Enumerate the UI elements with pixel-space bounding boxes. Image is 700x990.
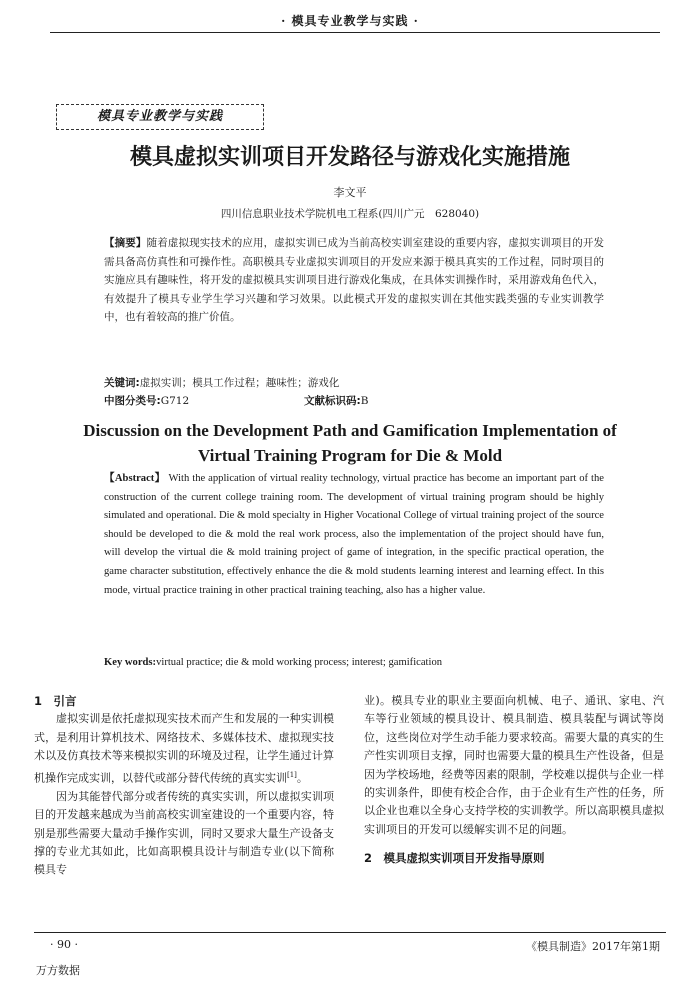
abstract-en-text: With the application of virtual reality technology, virtual practice has become an important part of the construction of the current college training room. The development of virtual training program should be highly simulated and operational. Die & mold specialty in Higher Vocational College of virtual training project of the source should be developed to die & mold the real work process, also the implementation of the project should have fun, will develop the virtual die & mold training project of game of integration, in the specific practical operation, the game character substitution, effectively enhance the die & mold students learning interest and learning effect. In this mode, virtual practice training in other practical training teaching, also has a higher value. <box>104 473 604 596</box>
page-number: · 90 · <box>50 938 78 951</box>
journal-footer: 《模具制造》2017年第1期 <box>526 940 660 953</box>
abstract-cn-text: 随着虚拟现实技术的应用，虚拟实训已成为当前高校实训室建设的重要内容，虚拟实训项目的开发需具备高仿真性和可操作性。高职模具专业虚拟实训项目的开发应来源于模具真实的工作过程，同时项目的实施应具有趣味性，将开发的虚拟模具实训项目进行游戏化集成，在具体实训操作时，采用游戏角色代入，有效提升了模具专业学生学习兴趣和学习效果。以此模式开发的虚拟实训在其他实践类强的专业实训教学中，也有着较高的推广价值。 <box>104 237 605 324</box>
section2-heading: 2 模具虚拟实训项目开发指导原则 <box>364 851 545 866</box>
section1-para2: 因为其能替代部分或者传统的真实实训，所以虚拟实训项目的开发越来越成为当前高校实训室建设的一个重要内容，特别是那些需要大量动手操作实训，同时又要求大量生产设备支撑的专业尤其如此，比如高职模具设计与制造专业(以下简称模具专 <box>34 789 334 877</box>
classification <box>104 392 604 410</box>
keywords-en-text: virtual practice; die & mold working process; interest; gamification <box>156 657 443 668</box>
doc-code-value: B <box>360 395 369 407</box>
keywords-cn-label: 关键词: <box>104 377 140 389</box>
top-rule <box>50 32 660 33</box>
doc-code <box>304 392 368 410</box>
body-column-right <box>364 692 664 868</box>
citation-ref: [1] <box>287 770 297 779</box>
keywords-cn-text: 虚拟实训；模具工作过程；趣味性；游戏化 <box>139 377 340 389</box>
keywords-en <box>104 654 604 672</box>
keywords-en-label: Key words: <box>104 657 157 668</box>
english-title: Discussion on the Development Path and Gamification Implementation of Virtual Training Program for Die & Mold <box>83 421 617 465</box>
clc-label: 中图分类号: <box>104 395 161 407</box>
abstract-cn <box>104 234 604 327</box>
bottom-rule <box>34 932 666 933</box>
watermark: 万方数据 <box>36 964 80 977</box>
section1-para1-text: 虚拟实训是依托虚拟现实技术而产生和发展的一种实训模式，是利用计算机技术、网络技术、多媒体技术、虚拟现实技术以及仿真技术等来模拟实训的环境及过程，让学生通过计算机操作完成实训，以替代或部分替代传统的真实实训 <box>34 712 334 785</box>
section1-para2-continued: 业)。模具专业的职业主要面向机械、电子、通讯、家电、汽车等行业领域的模具设计、模具制造、模具装配与调试等岗位，这些岗位对学生动手能力要求较高。需要大量的真实的生产性实训项目支撑，同时也需要大量的模具生产性设备，但是因为学校场地，经费等因素的限制，学校难以提供与企业一样的实训条件，即使有校企合作，由于企业有生产性的任务，所以企业也难以全身心支持学校的实训教学。所以高职模具虚拟实训项目的开发可以缓解实训不足的问题。 <box>364 694 664 836</box>
author: 李文平 <box>333 186 367 199</box>
abstract-cn-label: 【摘要】 <box>104 237 147 249</box>
body-column-left <box>34 692 334 880</box>
section-label: 模具专业教学与实践 <box>56 104 264 130</box>
section1-para1 <box>34 710 334 787</box>
clc-value: G712 <box>160 395 190 407</box>
section1-heading: 1 引言 <box>34 694 77 708</box>
section1-para1-end: 。 <box>296 771 308 785</box>
page-title: 模具虚拟实训项目开发路径与游戏化实施措施 <box>129 145 570 170</box>
abstract-en-label: 【Abstract】 <box>104 473 166 484</box>
running-head: · 模具专业教学与实践 · <box>281 14 419 28</box>
affiliation: 四川信息职业技术学院机电工程系(四川广元 628040) <box>220 208 480 220</box>
abstract-en <box>104 470 604 600</box>
doc-code-label: 文献标识码: <box>304 395 361 407</box>
keywords-cn <box>104 374 604 392</box>
